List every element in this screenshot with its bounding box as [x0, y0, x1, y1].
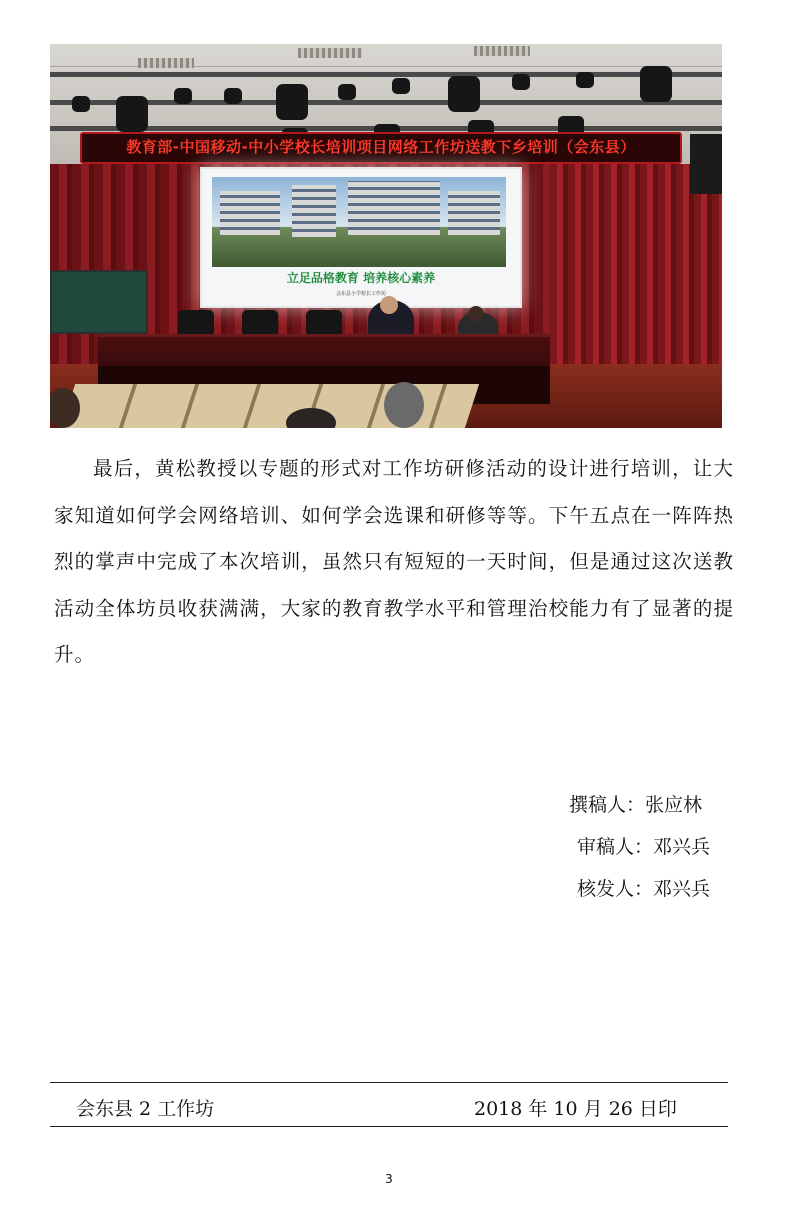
- paragraph-text: 最后，黄松教授以专题的形式对工作坊研修活动的设计进行培训，让大家知道如何学会网络培训、如何学会选课和研修等等。下午五点在一阵阵热烈的掌声中完成了本次培训，虽然只有短短的一天时间，但是通过这次送教活动全体坊员收获满满，大家的教育教学水平和管理治校能力有了显著的提升。: [54, 457, 734, 666]
- body-paragraph: [54, 446, 734, 679]
- stage-light: [276, 84, 308, 120]
- stage-light: [116, 96, 148, 132]
- ceiling-vent: [298, 48, 362, 58]
- footer-print-date: 2018 年 10 月 26 日印: [474, 1098, 677, 1120]
- speaker-head: [380, 296, 398, 314]
- stage-light: [72, 96, 90, 112]
- assistant-head: [468, 306, 484, 322]
- ceiling-vent: [474, 46, 530, 56]
- page-number: 3: [385, 1172, 393, 1186]
- stage-light: [448, 76, 480, 112]
- event-photo: [50, 44, 722, 428]
- screen-image: [212, 177, 506, 267]
- footer-rule-top: [50, 1082, 728, 1083]
- issuer-line: 核发人：邓兴兵: [576, 878, 710, 900]
- stage-light: [338, 84, 356, 100]
- writer-line: 撰稿人：张应林: [568, 794, 702, 816]
- stage-light: [392, 78, 410, 94]
- footer-rule-bottom: [50, 1126, 728, 1127]
- stage-light: [512, 74, 530, 90]
- stage-light: [224, 88, 242, 104]
- lighting-truss: [50, 72, 722, 77]
- screen-caption: 立足品格教育 培养核心素养: [286, 271, 436, 285]
- school-building: [292, 185, 336, 237]
- stage-light: [174, 88, 192, 104]
- speaker: [690, 134, 722, 194]
- stage-light: [640, 66, 672, 102]
- lighting-truss: [50, 100, 722, 105]
- chalkboard: [50, 270, 148, 334]
- ceiling-vent: [138, 58, 194, 68]
- footer-organization: 会东县 2 工作坊: [76, 1098, 215, 1120]
- school-building: [348, 181, 440, 235]
- projection-screen: [200, 167, 522, 308]
- audience-head: [384, 382, 424, 428]
- led-banner-text: 教育部-中国移动-中小学校长培训项目网络工作坊送教下乡培训（会东县）: [126, 138, 636, 156]
- school-building: [448, 191, 500, 235]
- screen-subcaption: 会东县小学校长工作坊: [335, 291, 386, 297]
- signature-block: [569, 784, 710, 910]
- reviewer-line: 审稿人：邓兴兵: [576, 836, 710, 858]
- led-banner: [80, 132, 682, 164]
- stage-light: [576, 72, 594, 88]
- school-building: [220, 191, 280, 235]
- stage-curtain-right: [550, 164, 722, 394]
